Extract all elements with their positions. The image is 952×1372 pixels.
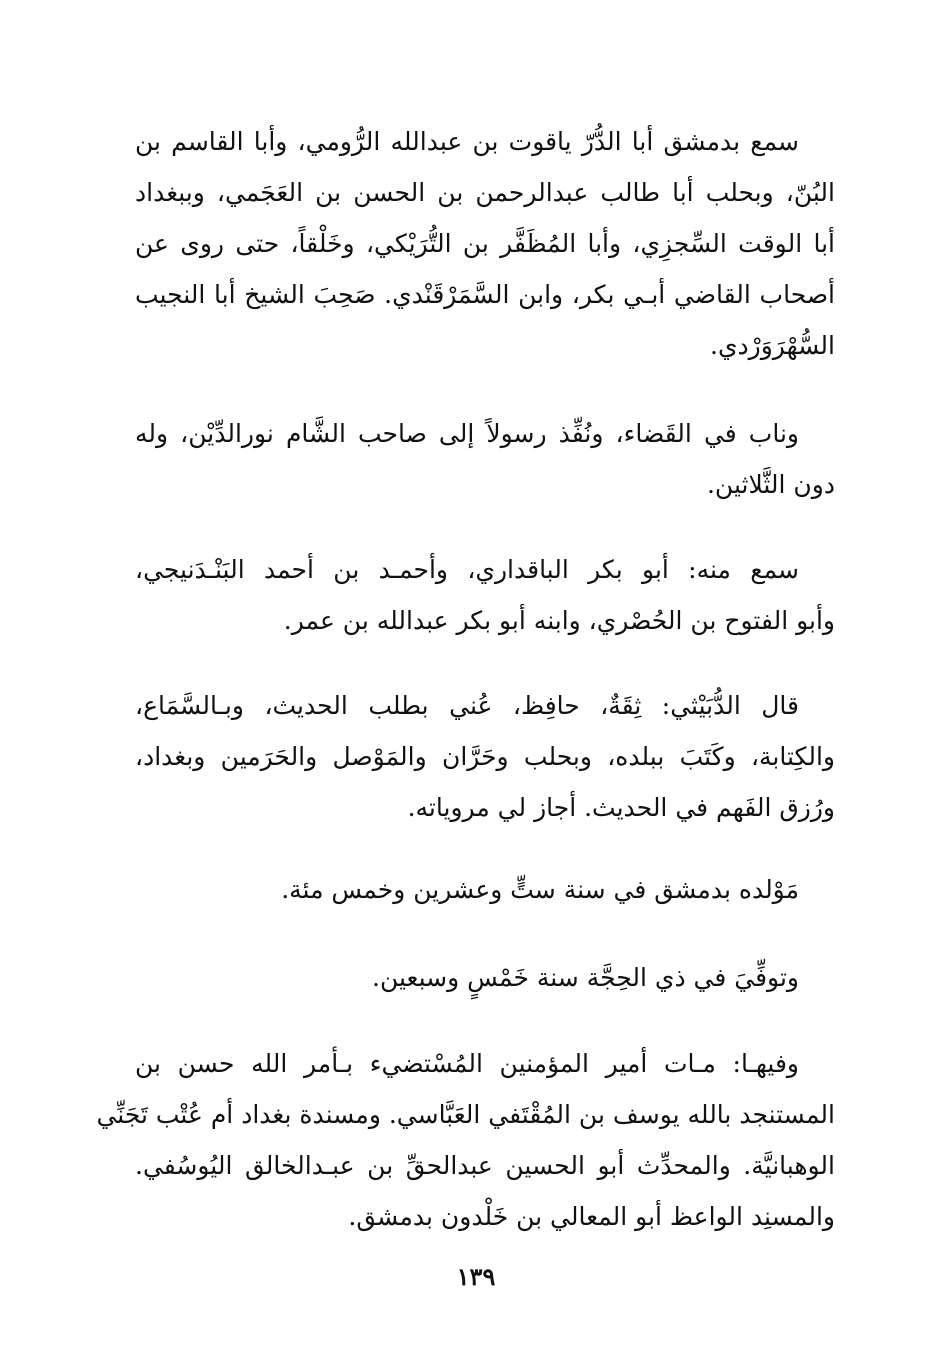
page-number: ١٣٩ [456,1262,496,1291]
paragraph-3-line-1: سمع منه: أبو بكر الباقداري، وأحمـد بن أحمد البَنْـدَنيجي، [135,555,799,584]
paragraph-7-line-1: وفيهـا: مـات أمير المؤمنين المُسْتضيء بـأمر الله حسن بن [135,1049,799,1078]
paragraph-7-line-4: والمسنِد الواعظ أبو المعالي بن خَلْدون بدمشق. [348,1202,835,1231]
paragraph-7-line-3: الوهبانيَّة. والمحدِّث أبو الحسين عبدالحقِّ بن عبـدالخالق اليُوسُفي. [135,1151,835,1180]
paragraph-1-line-4: أصحاب القاضي أبـي بكر، وابن السَّمَرْقَنْدي. صَحِبَ الشيخ أبا النجيب [135,280,835,309]
paragraph-7-line-2: المستنجد بالله يوسف بن المُقْتَفي العَبَّاسي. ومسندة بغداد أم عُتْب تَجَنِّي [96,1100,835,1129]
paragraph-1-line-2: البُنّ، وبحلب أبا طالب عبدالرحمن بن الحسن بن العَجَمي، وببغداد [135,178,835,207]
paragraph-5 [135,864,835,915]
paragraph-5-line-1: مَوْلده بدمشق في سنة ستٍّ وعشرين وخمس مئة. [281,875,799,904]
paragraph-3-line-2: وأبو الفتوح بن الحُصْري، وابنه أبو بكر عبدالله بن عمر. [283,606,835,635]
paragraph-2 [135,408,835,510]
paragraph-6-line-1: وتوفِّيَ في ذي الحِجَّة سنة خَمْسٍ وسبعين. [372,963,799,992]
paragraph-1-line-5: السُّهْرَوَرْدي. [710,331,835,360]
paragraph-1-line-1: سمع بدمشق أبا الدُّرّ ياقوت بن عبدالله الرُّومي، وأبا القاسم بن [135,127,799,156]
paragraph-2-line-2: دون الثَّلاثين. [706,470,835,499]
paragraph-7 [96,1038,835,1242]
paragraph-1 [135,116,835,371]
paragraph-4-line-3: ورُزق الفَهم في الحديث. أجاز لي مروياته. [407,793,835,822]
paragraph-4 [135,680,835,833]
paragraph-4-line-1: قال الدُّبَيْثي: ثِقَةٌ، حافِظ، عُني بطلب الحديث، وبـالسَّمَاع، [135,691,799,720]
paragraph-1-line-3: أبا الوقت السِّجزِي، وأبا المُظَفَّر بن التُّرَيْكي، وخَلْقاً، حتى روى عن [135,229,835,258]
paragraph-3 [135,544,835,646]
paragraph-2-line-1: وناب في القَضاء، ونُفِّذ رسولاً إلى صاحب الشَّام نورالدِّيْن، وله [135,419,799,448]
paragraph-4-line-2: والكِتابة، وكَتَبَ ببلده، وبحلب وحَرَّان والمَوْصل والحَرَمين وبغداد، [135,742,835,771]
paragraph-6 [135,952,835,1003]
